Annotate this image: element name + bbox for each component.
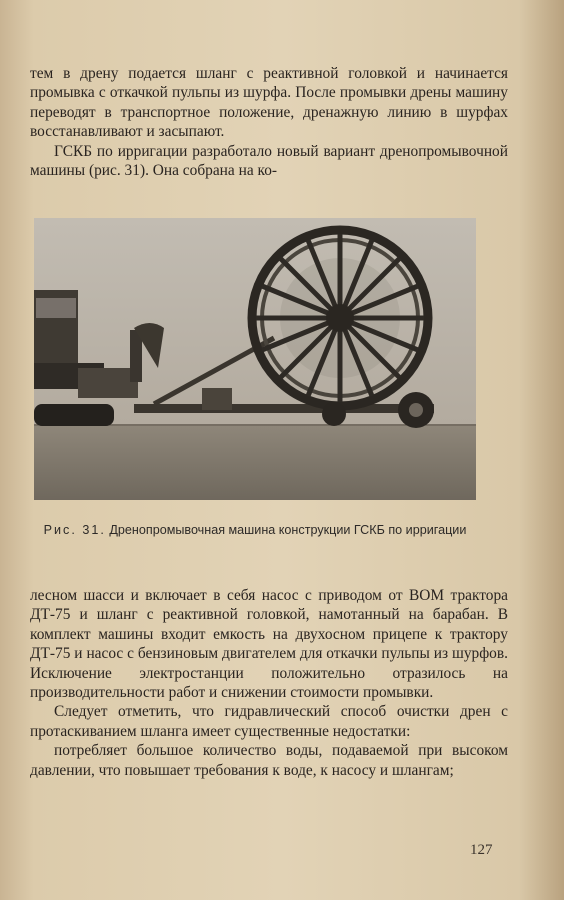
paragraph: тем в дрену подается шланг с реактивной головкой и начинается промывка с откачкой пульпы из шурфа. После промывки дрены машину переводят в транспортное положение, дренажную линию в шурфах восстанавливают и засыпают. — [30, 65, 508, 141]
figure-photo — [34, 218, 476, 500]
paragraph: Следует отметить, что гидравлический способ очистки дрен с протаскиванием шланга имеет существенные недостатки: — [30, 703, 508, 740]
paragraph: лесном шасси и включает в себя насос с приводом от ВОМ трактора ДТ-75 и шланг с реактивной головкой, намотанный на барабан. В комплект машины входит емкость на двухосном прицепе к трактору ДТ-75 и насос с бензиновым двигателем для откачки пульпы из шурфов. Исключение электростанции положительно отразилось на производительности работ и снижении стоимости промывки. — [30, 587, 508, 702]
paragraph: ГСКБ по ирригации разработало новый вариант дренопромывочной машины (рис. 31). Она собрана на ко- — [30, 142, 508, 180]
bottom-text-block — [30, 586, 508, 780]
figure-caption — [34, 522, 476, 538]
hose-drum — [252, 230, 428, 406]
figure-caption-text: Дренопромывочная машина конструкции ГСКБ по ирригации — [109, 523, 467, 537]
top-text-block — [30, 64, 508, 180]
paragraph: потребляет большое количество воды, подаваемой при высоком давлении, что повышает требования к воде, к насосу и шлангам; — [30, 742, 508, 779]
page-number: 127 — [470, 842, 493, 858]
machine-photo — [34, 218, 476, 500]
figure-label: Рис. 31. — [43, 523, 106, 537]
